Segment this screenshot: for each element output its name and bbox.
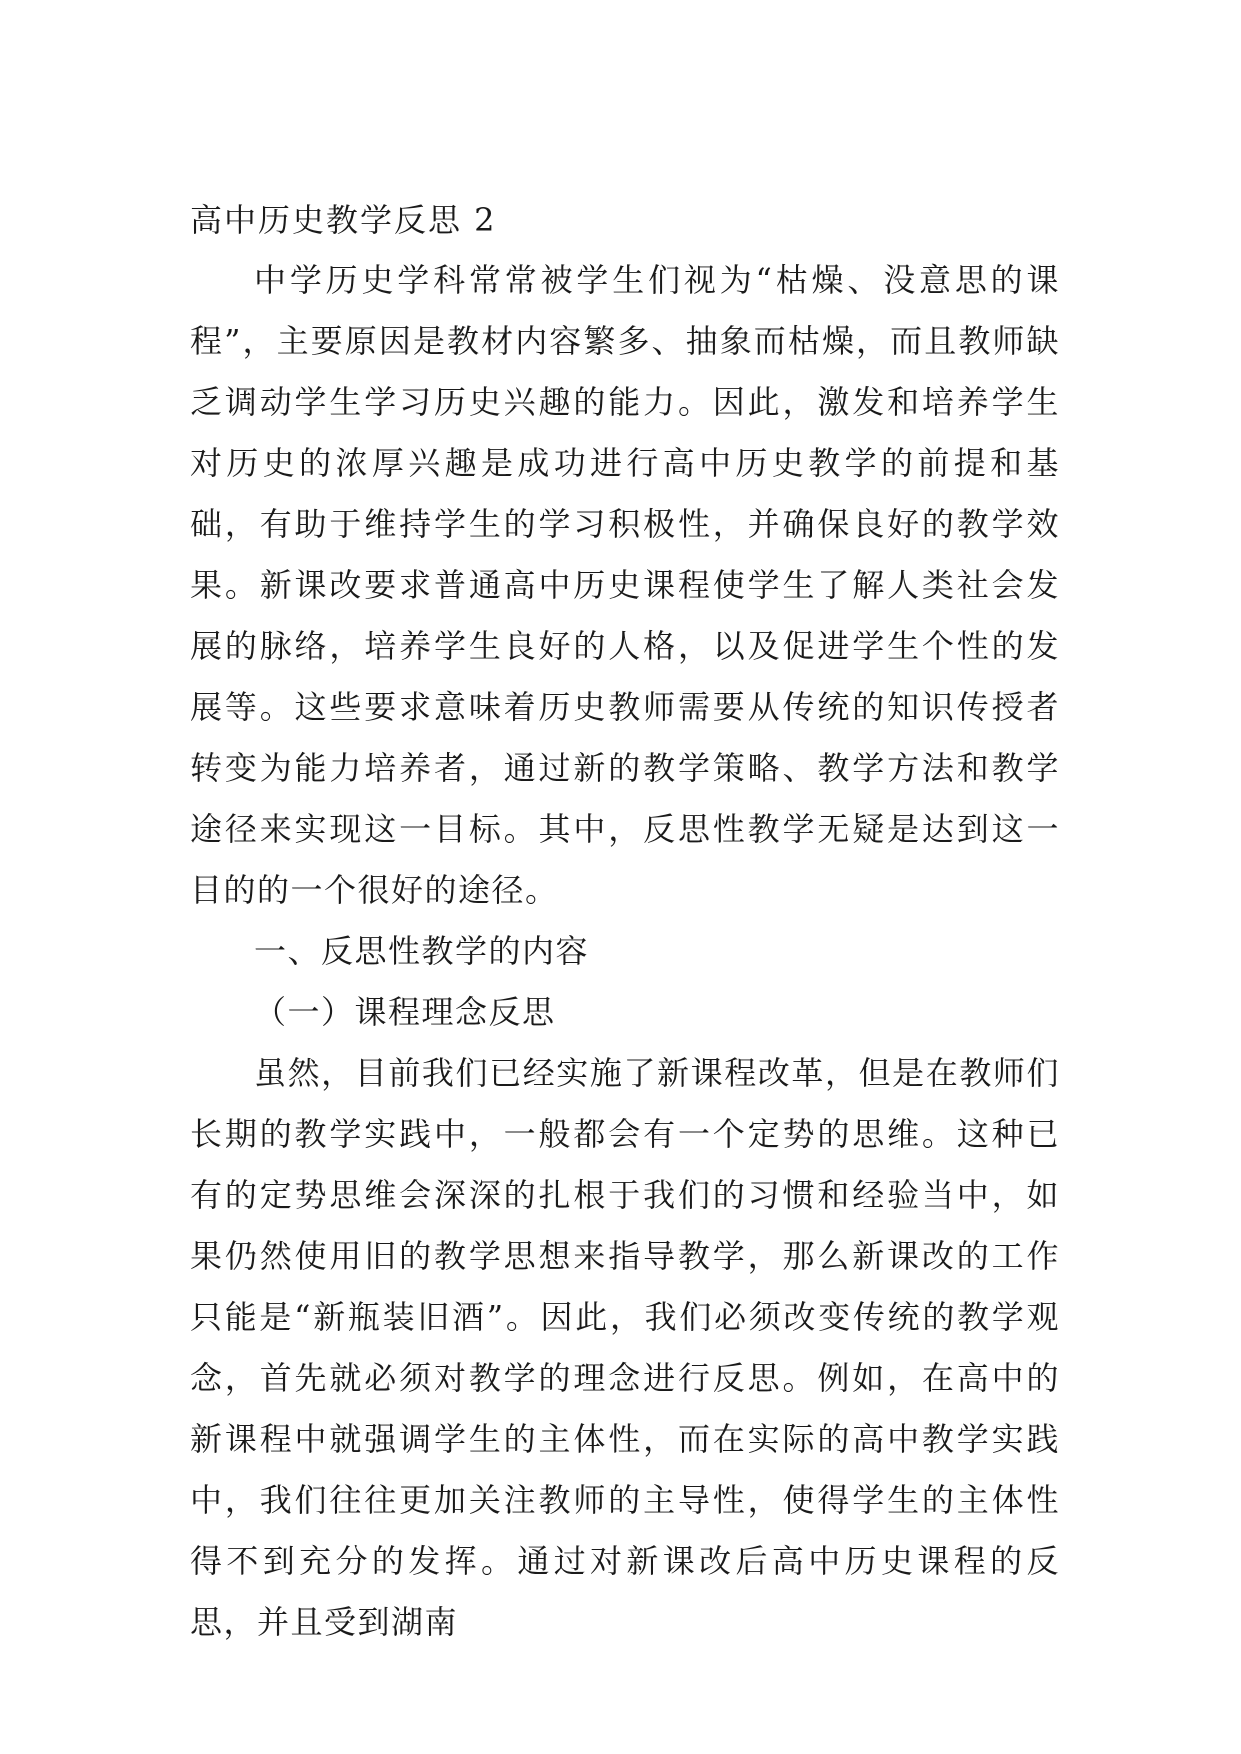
section-heading: 一、反思性教学的内容 [254,932,590,970]
document-title: 高中历史教学反思 2 [190,201,497,239]
intro-paragraph: 中学历史学科常常被学生们视为“枯燥、没意思的课程”，主要原因是教材内容繁多、抽象而枯燥，而且教师缺乏调动学生学习历史兴趣的能力。因此，激发和培养学生对历史的浓厚兴趣是成功进行高中历史教学的前提和基础，有助于维持学生的学习积极性，并确保良好的教学效果。新课改要求普通高中历史课程使学生了解人类社会发展的脉络，培养学生良好的人格，以及促进学生个性的发展等。这些要求意味着历史教师需要从传统的知识传授者转变为能力培养者，通过新的教学策略、教学方法和教学途径来实现这一目标。其中，反思性教学无疑是达到这一目的的一个很好的途径。 [190,261,1060,909]
document-body [190,190,1060,1653]
curriculum-reflection-paragraph: 虽然，目前我们已经实施了新课程改革，但是在教师们长期的教学实践中，一般都会有一个定势的思维。这种已有的定势思维会深深的扎根于我们的习惯和经验当中，如果仍然使用旧的教学思想来指导教学，那么新课改的工作只能是“新瓶装旧酒”。因此，我们必须改变传统的教学观念，首先就必须对教学的理念进行反思。例如，在高中的新课程中就强调学生的主体性，而在实际的高中教学实践中，我们往往更加关注教师的主导性，使得学生的主体性得不到充分的发挥。通过对新课改后高中历史课程的反思，并且受到湖南 [190,1054,1060,1641]
subsection-heading: （一）课程理念反思 [254,993,556,1031]
